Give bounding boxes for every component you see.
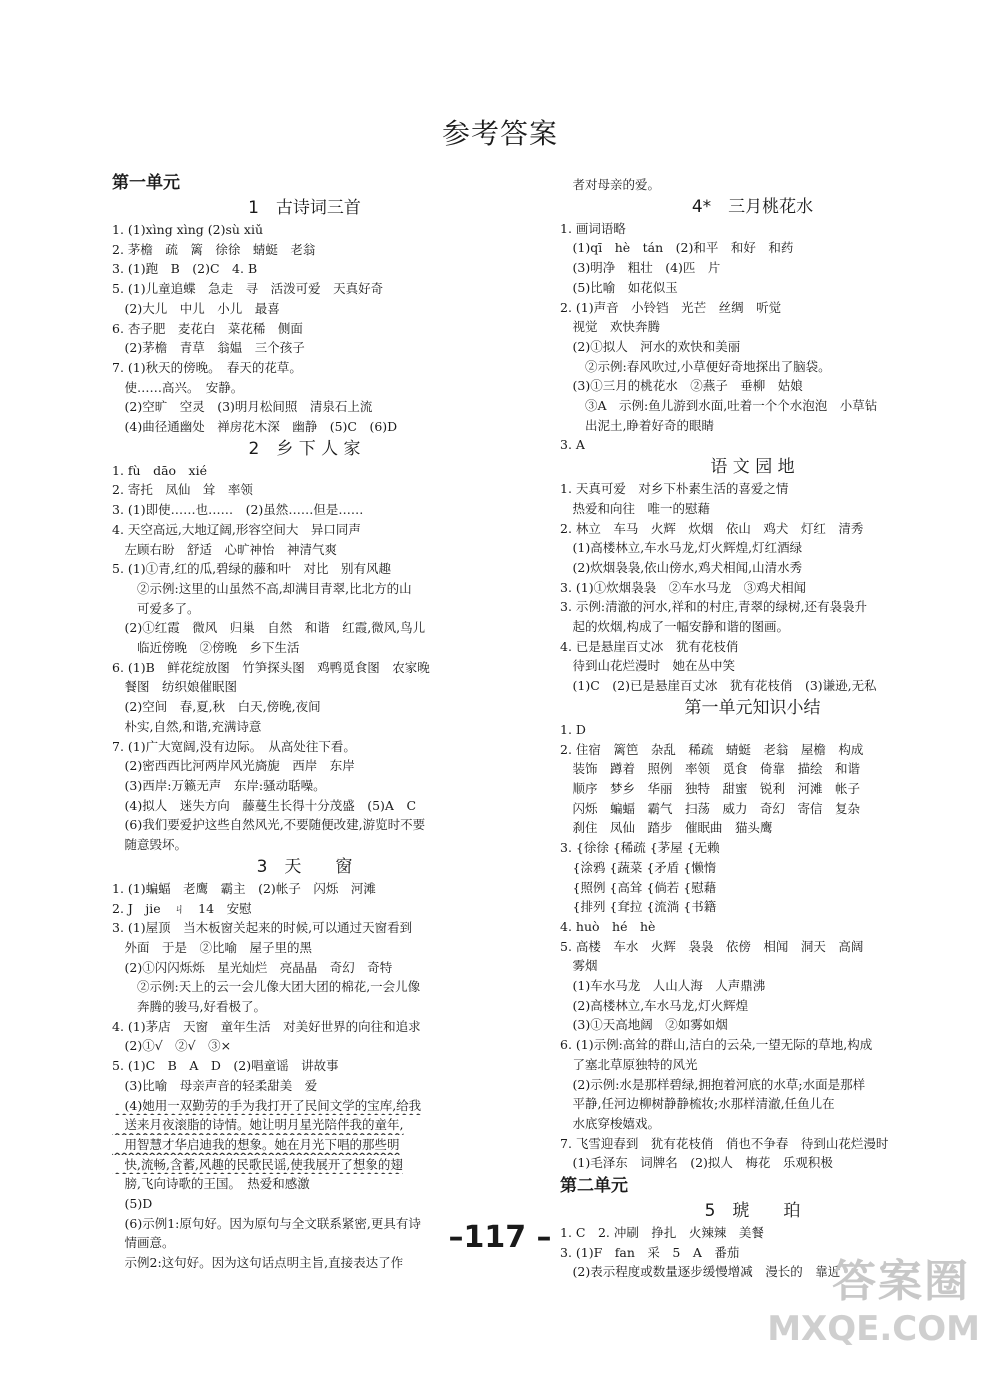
answer-line: 6. 杏子肥 麦花白 菜花稀 侧面 — [112, 320, 303, 336]
answer-line: ③A 示例:鱼儿游到水面,吐着一个个水泡泡 小草钻 — [560, 398, 878, 414]
answer-line: 用智慧才华启迪我的想象。她在月光下唱的那些明 — [112, 1136, 400, 1152]
answer-line: 随意毁坏。 — [112, 837, 188, 853]
answer-line: 3. (1)①炊烟袅袅 ②车水马龙 ③鸡犬相闻 — [560, 579, 807, 595]
answer-line: (4)曲径通幽处 禅房花木深 幽静 (5)C (6)D — [112, 419, 398, 435]
answer-line: (3)①三月的桃花水 ②燕子 垂柳 姑娘 — [560, 378, 803, 394]
answer-line: 出泥土,睁着好奇的眼睛 — [560, 417, 714, 433]
answer-line: (5)D — [112, 1196, 153, 1212]
answer-line: 4. huò hé hè — [560, 918, 656, 934]
answer-line: (2)空间 春,夏,秋 白天,傍晚,夜间 — [112, 699, 321, 715]
section-heading: 2 乡 下 人 家 — [248, 438, 361, 459]
answer-line: (2)示例:水是那样碧绿,拥抱着河底的水草;水面是那样 — [560, 1076, 866, 1092]
section-heading: 5 琥 珀 — [704, 1201, 801, 1222]
answer-line: 水底穿梭嬉戏。 — [560, 1115, 661, 1131]
unit-heading: 第二单元 — [560, 1176, 628, 1197]
answer-line: {排列 {耷拉 {流淌 {书籍 — [560, 899, 717, 915]
answer-line: 7. (1)秋天的傍晚。 春天的花草。 — [112, 359, 302, 375]
answer-line: 朴实,自然,和谐,充满诗意 — [112, 718, 262, 734]
answer-line: 刹住 凤仙 踏步 催眠曲 猫头鹰 — [560, 820, 773, 836]
answer-line: 情画意。 — [112, 1235, 175, 1251]
answer-line: 1. fù dāo xié — [112, 462, 208, 478]
answer-line: (3)明净 粗壮 (4)匹 片 — [560, 260, 721, 276]
answer-line: (6)我们要爱护这些自然风光,不要随便改建,游览时不要 — [112, 817, 426, 833]
section-heading: 语 文 园 地 — [710, 457, 795, 478]
answer-line: (4)拟人 迷失方向 藤蔓生长得十分茂盛 (5)A C — [112, 797, 417, 813]
answer-line: (2)空旷 空灵 (3)明月松间照 清泉石上流 — [112, 399, 373, 415]
answer-line: 2. (1)声音 小铃铛 光芒 丝绸 听觉 — [560, 299, 782, 315]
answer-line: 了塞北草原独特的风光 — [560, 1056, 698, 1072]
answer-line: (2)①√ ②√ ③× — [112, 1038, 232, 1054]
watermark-logo-text: 答案圈 — [832, 1256, 970, 1307]
answer-line: 示例2:这句好。因为这句话点明主旨,直接表达了作 — [112, 1255, 404, 1271]
answer-line: 2. 茅檐 疏 篱 徐徐 蜻蜓 老翁 — [112, 241, 316, 257]
answer-line: (6)示例1:原句好。因为原句与全文联系紧密,更具有诗 — [112, 1215, 421, 1231]
answer-line: 3. (1)屋顶 当木板窗关起来的时候,可以通过天窗看到 — [112, 920, 413, 936]
answer-line: 5. 高楼 车水 火辉 袅袅 依傍 相闻 洞天 高阔 — [560, 938, 864, 954]
answer-line: 4. 天空高远,大地辽阔,形容空间大 异口同声 — [112, 521, 361, 537]
answer-line: (5)比喻 如花似玉 — [560, 279, 678, 295]
answer-line: ②示例:天上的云一会儿像大团大团的棉花,一会儿像 — [112, 979, 421, 995]
answer-line: 顺序 梦乡 华丽 独特 甜蜜 锐利 河滩 帐子 — [560, 780, 861, 796]
answer-line: 奔腾的骏马,好看极了。 — [112, 999, 266, 1015]
answer-line: 使……高兴。 安静。 — [112, 379, 244, 395]
answer-line: 1. (1)蝙蝠 老鹰 霸主 (2)帐子 闪烁 河滩 — [112, 880, 376, 896]
answer-line: 送来月夜滚脂的诗情。她让明月星光陪伴我的童年, — [112, 1117, 404, 1133]
answer-line: (4)她用一双勤劳的手为我打开了民间文学的宝库,给我 — [112, 1097, 422, 1113]
answer-line: (2)①拟人 河水的欢快和美丽 — [560, 338, 741, 354]
answer-line: (1)毛泽东 词牌名 (2)拟人 梅花 乐观积极 — [560, 1155, 833, 1171]
answer-line: (2)高楼林立,车水马龙,灯火辉煌 — [560, 997, 749, 1013]
answer-line: 6. (1)B 鲜花绽放图 竹笋探头图 鸡鸭觅食图 农家晚 — [112, 659, 430, 675]
answer-line: (3)西岸:万籁无声 东岸:骚动聒噪。 — [112, 777, 326, 793]
answer-line: 3. (1)即使……也…… (2)虽然……但是…… — [112, 502, 364, 518]
answer-line: 3. (1)跑 B (2)C 4. B — [112, 261, 258, 277]
answer-line: (1)车水马龙 人山人海 人声鼎沸 — [560, 978, 766, 994]
answer-line: 平静,任河边柳树静静梳妆;水那样清澈,任鱼儿在 — [560, 1096, 835, 1112]
answer-line: 快,流畅,含蓄,风趣的民歌民谣,使我展开了想象的翅 — [112, 1156, 403, 1172]
answer-line: 外面 于是 ②比喻 屋子里的黑 — [112, 939, 313, 955]
answer-line: 1. D — [560, 721, 586, 737]
watermark-logo — [767, 1245, 980, 1365]
section-heading: 3 天 窗 — [256, 856, 353, 877]
answer-line: (2)①闪闪烁烁 星光灿烂 亮晶晶 奇幻 奇特 — [112, 959, 393, 975]
answer-line: {涂鸦 {蔬菜 {矛盾 {懒惰 — [560, 859, 717, 875]
answer-line: (2)茅檐 青草 翁媪 三个孩子 — [112, 340, 305, 356]
answer-line: 待到山花烂漫时 她在丛中笑 — [560, 658, 736, 674]
answer-line: 者对母亲的爱。 — [560, 177, 661, 192]
answer-line: 膀,飞向诗歌的王国。 热爱和感激 — [112, 1176, 310, 1192]
answer-line: 视觉 欢快奔腾 — [560, 319, 661, 335]
answer-line: 3. (1)F fan 采 5 A 番茄 — [560, 1244, 740, 1260]
answer-line: (1)高楼林立,车水马龙,灯火辉煌,灯红酒绿 — [560, 540, 803, 556]
answer-line: 1. 画词语略 — [560, 220, 626, 236]
answer-line: (2)①红霞 微风 归巢 自然 和谐 红霞,微风,鸟儿 — [112, 620, 426, 636]
answer-line: 1. (1)xìng xìng (2)sù xiǔ — [112, 222, 263, 237]
answer-line: 1. 天真可爱 对乡下朴素生活的喜爱之情 — [560, 481, 789, 497]
answer-line: (3)比喻 母亲声音的轻柔甜美 爱 — [112, 1077, 318, 1093]
answer-line: 4. (1)茅店 天窗 童年生活 对美好世界的向往和追求 — [112, 1018, 421, 1034]
answer-line: 3. {徐徐 {稀疏 {茅屋 {无赖 — [560, 840, 720, 856]
answer-line: 左顾右盼 舒适 心旷神怡 神清气爽 — [112, 541, 338, 557]
answer-line: 可爱多了。 — [112, 600, 200, 616]
answer-column-left — [112, 170, 497, 1273]
answer-line: (2)大儿 中儿 小儿 最喜 — [112, 300, 280, 316]
answer-line: (1)qī hè tán (2)和平 和好 和药 — [560, 240, 794, 256]
answer-line: 7. (1)广大宽阔,没有边际。 从高处往下看。 — [112, 738, 356, 754]
answer-line: 5. (1)①青,红的瓜,碧绿的藤和叶 对比 别有风趣 — [112, 561, 392, 577]
answer-line: 闪烁 蝙蝠 霸气 扫荡 威力 奇幻 寄信 复杂 — [560, 800, 861, 816]
page-title: 参考答案 — [441, 117, 558, 150]
answer-line: (1)C (2)已是悬崖百丈冰 犹有花枝俏 (3)谦逊,无私 — [560, 678, 877, 694]
section-heading: 4* 三月桃花水 — [691, 196, 814, 217]
answer-line: (3)①天高地阔 ②如雾如烟 — [560, 1017, 728, 1033]
answer-line: 2. 林立 车马 火辉 炊烟 依山 鸡犬 灯红 清秀 — [560, 520, 864, 536]
answer-line: 5. (1)儿童追蝶 急走 寻 活泼可爱 天真好奇 — [112, 281, 384, 297]
answer-line: 热爱和向往 唯一的慰藉 — [560, 500, 711, 516]
answer-line: {照例 {高耸 {倘若 {慰藉 — [560, 879, 717, 895]
answer-line: 4. 已是悬崖百丈冰 犹有花枝俏 — [560, 638, 739, 654]
answer-column-right — [560, 175, 945, 1282]
answer-line: 装饰 蹲着 照例 率领 觅食 倚靠 描绘 和谐 — [560, 761, 861, 777]
answer-line: ②示例:春风吹过,小草便好奇地探出了脑袋。 — [560, 358, 831, 374]
answer-line: 雾烟 — [560, 958, 598, 974]
answer-line: 临近傍晚 ②傍晚 乡下生活 — [112, 640, 300, 656]
answer-line: 2. J jie ㄐ 14 安慰 — [112, 900, 252, 916]
answer-line: 6. (1)示例:高耸的群山,洁白的云朵,一望无际的草地,构成 — [560, 1037, 873, 1053]
answer-line: 5. (1)C B A D (2)唱童谣 讲故事 — [112, 1058, 339, 1074]
answer-line: 7. 飞雪迎春到 犹有花枝俏 俏也不争春 待到山花烂漫时 — [560, 1135, 889, 1151]
answer-line: (2)炊烟袅袅,依山傍水,鸡犬相闻,山清水秀 — [560, 559, 803, 575]
answer-line: (2)表示程度或数量逐步缓慢增减 漫长的 靠近 — [560, 1264, 841, 1280]
unit-heading: 第一单元 — [112, 173, 180, 193]
answer-line: 2. 寄托 凤仙 耸 率领 — [112, 482, 253, 498]
answer-line: 餐图 纺织娘催眠图 — [112, 679, 238, 695]
answer-line: 3. 示例:清澈的河水,祥和的村庄,青翠的绿树,还有袅袅升 — [560, 599, 868, 615]
answer-line: 3. A — [560, 437, 585, 453]
answer-line: 1. C 2. 冲刷 挣扎 火辣辣 美餐 — [560, 1225, 764, 1241]
section-heading: 1 古诗词三首 — [248, 198, 361, 218]
answer-line: 2. 住宿 篱笆 杂乱 稀疏 蜻蜓 老翁 屋檐 构成 — [560, 741, 864, 757]
section-heading: 第一单元知识小结 — [684, 697, 821, 718]
watermark-url: MXQE.COM — [767, 1309, 980, 1349]
answer-line: 起的炊烟,构成了一幅安静和谐的图画。 — [560, 619, 789, 635]
page-number: –117 – — [448, 1220, 552, 1255]
answer-line: (2)密西西比河两岸风光旖旎 西岸 东岸 — [112, 758, 355, 774]
answer-line: ②示例:这里的山虽然不高,却满目青翠,比北方的山 — [112, 580, 412, 596]
